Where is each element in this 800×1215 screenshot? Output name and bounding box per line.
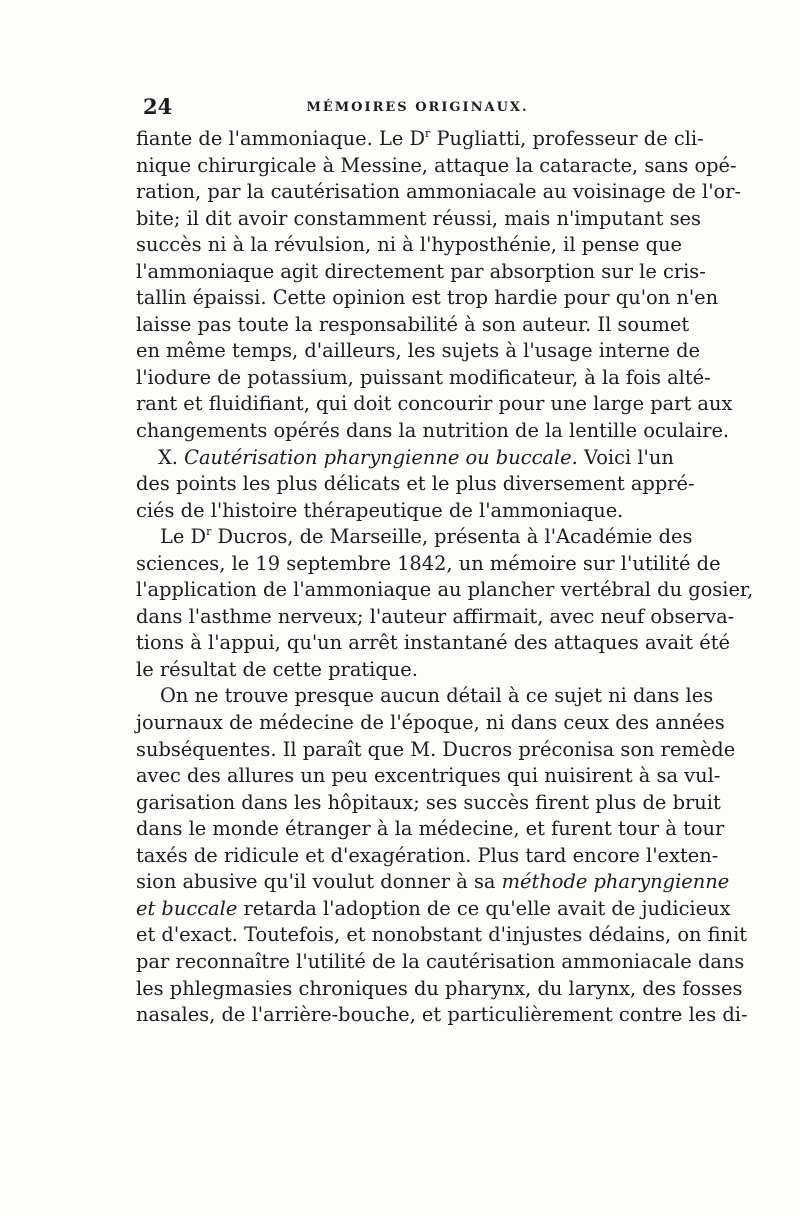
text-line: bite; il dit avoir constamment réussi, mais n'imputant ses [136, 206, 701, 230]
superscript: r [425, 127, 431, 140]
text-line: garisation dans les hôpitaux; ses succès firent plus de bruit [136, 790, 721, 814]
body-text [136, 126, 754, 1029]
text-line: en même temps, d'ailleurs, les sujets à l'usage interne de [136, 339, 700, 363]
text-line: taxés de ridicule et d'exagération. Plus tard encore l'exten- [136, 843, 719, 867]
text-line: journaux de médecine de l'époque, ni dans ceux des années [136, 711, 725, 735]
text-line: dans le monde étranger à la médecine, et furent tour à tour [136, 817, 725, 841]
text-line: rant et fluidifiant, qui doit concourir pour une large part aux [136, 392, 733, 416]
text-line: sion abusive qu'il voulut donner à sa méthode pharyngienne [136, 870, 730, 894]
text-line: l'ammoniaque agit directement par absorption sur le cris- [136, 259, 706, 283]
section-title: Cautérisation pharyngienne ou buccale. [184, 445, 578, 469]
text-line: et d'exact. Toutefois, et nonobstant d'injustes dédains, on finit [136, 923, 748, 947]
text-line: des points les plus délicats et le plus diversement appré- [136, 472, 695, 496]
text-line: avec des allures un peu excentriques qui nuisirent à sa vul- [136, 764, 721, 788]
text-line: sciences, le 19 septembre 1842, un mémoire sur l'utilité de [136, 551, 721, 575]
text-line: et buccale retarda l'adoption de ce qu'elle avait de judicieux [136, 896, 731, 920]
text-line: ciés de l'histoire thérapeutique de l'ammoniaque. [136, 498, 624, 522]
section-heading-line: X. Cautérisation pharyngienne ou buccale. Voici l'un [158, 445, 674, 469]
text-line: laisse pas toute la responsabilité à son auteur. Il soumet [136, 312, 690, 336]
superscript: r [206, 525, 212, 539]
text-line: changements opérés dans la nutrition de la lentille oculaire. [136, 419, 730, 443]
text-line: dans l'asthme nerveux; l'auteur affirmait, avec neuf observa- [136, 604, 735, 628]
text-line: tallin épaissi. Cette opinion est trop hardie pour qu'on n'en [136, 286, 719, 310]
text-line: l'iodure de potassium, puissant modificateur, à la fois alté- [136, 365, 711, 389]
running-title: MÉMOIRES ORIGINAUX. [306, 100, 529, 115]
text-line: Le $D^r$ Ducros, de Marseille, présenta à l'Académie des [160, 525, 693, 549]
italic-phrase: méthode pharyngienne [501, 870, 730, 894]
page-number: 24 [143, 94, 173, 119]
text-line: fiante de l'ammoniaque. Le $D^r$ Pugliatti, professeur de cli- [136, 127, 704, 150]
text-line: nique chirurgicale à Messine, attaque la cataracte, sans opé- [136, 153, 737, 177]
text-line: le résultat de cette pratique. [136, 657, 418, 681]
page-header [143, 94, 668, 124]
text-line: l'application de l'ammoniaque au plancher vertébral du gosier, [136, 578, 754, 602]
text-line: ration, par la cautérisation ammoniacale au voisinage de l'or- [136, 180, 742, 204]
text-line: On ne trouve presque aucun détail à ce sujet ni dans les [160, 684, 714, 708]
text-line: tions à l'appui, qu'un arrêt instantané des attaques avait été [136, 631, 730, 655]
text-line: par reconnaître l'utilité de la cautérisation ammoniacale dans [136, 949, 745, 973]
italic-phrase: et buccale [136, 896, 238, 920]
text-line: nasales, de l'arrière-bouche, et particulièrement contre les di- [136, 1003, 748, 1027]
text-line: subséquentes. Il paraît que M. Ducros préconisa son remède [136, 737, 736, 761]
text-line: succès ni à la révulsion, ni à l'hyposthénie, il pense que [136, 233, 683, 257]
text-line: les phlegmasies chroniques du pharynx, du larynx, des fosses [136, 976, 743, 1000]
